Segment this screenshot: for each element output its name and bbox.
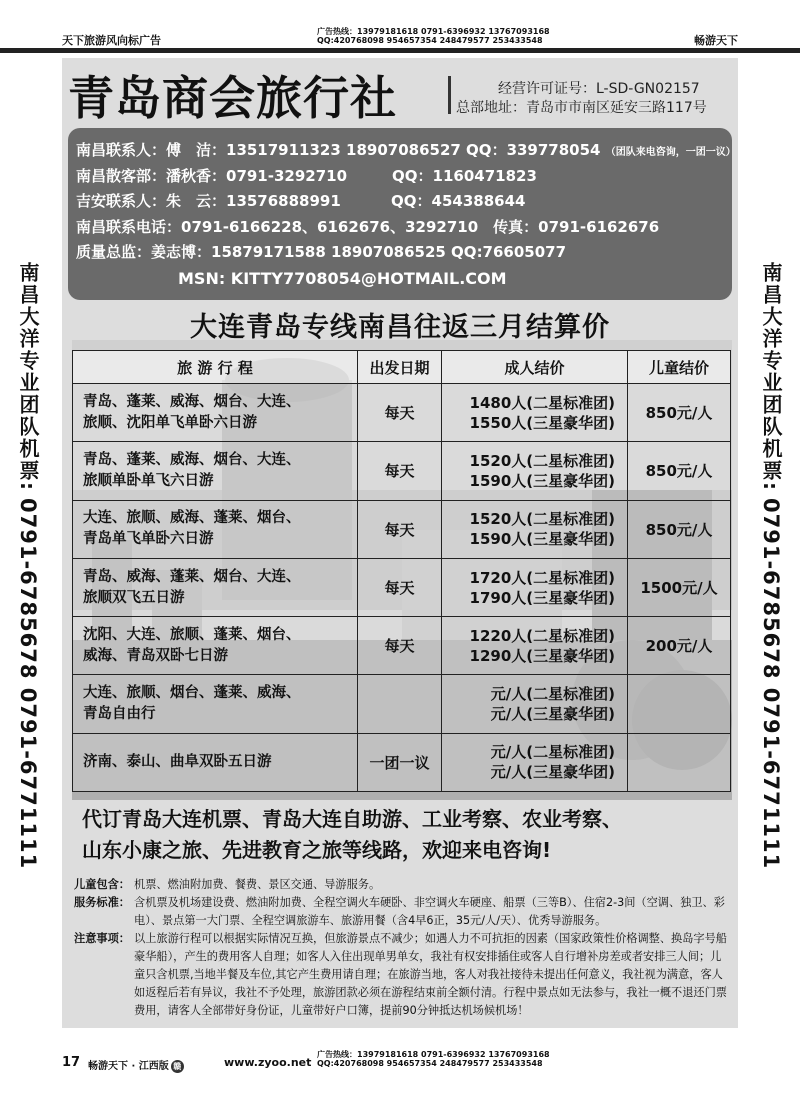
table-row xyxy=(73,500,731,558)
route-cell xyxy=(73,733,358,791)
header-right-label: 畅游天下 xyxy=(694,34,738,47)
table-row xyxy=(73,617,731,675)
adult-price-line: 1550人(三星豪华团) xyxy=(469,413,615,432)
column-header-adult-price: 成人结价 xyxy=(442,351,628,384)
child-price-cell xyxy=(628,675,731,733)
departure-cell: 每天 xyxy=(358,442,442,500)
agency-name: 青岛商会旅行社 xyxy=(68,71,397,125)
adult-price-line: 元/人(三星豪华团) xyxy=(490,763,615,782)
page-footer xyxy=(62,1050,738,1074)
terms-notes xyxy=(74,876,732,1020)
footer-hotline-phones: 广告热线：13979181618 0791-6396932 13767093168 xyxy=(317,1050,550,1059)
note-value: 含机票及机场建设费、燃油附加费、全程空调火车硬卧、非空调火车硬座、船票（三等B）、住宿2-3间（空调、独卫、彩电）、景点第一大门票、全程空调旅游车、旅游用餐（含4早6正，35元/人/天）、优秀导游服务。 xyxy=(134,896,725,927)
contact-text: 南昌散客部：潘秋香：0791-3292710 QQ：1160471823 xyxy=(76,166,537,185)
table-row xyxy=(73,558,731,616)
side-banner-text: 南昌大洋专业团队机票: xyxy=(16,262,40,492)
promo-line: 山东小康之旅、先进教育之旅等线路，欢迎来电咨询! xyxy=(82,838,552,862)
route-cell xyxy=(73,500,358,558)
note-key: 儿童包含： xyxy=(74,878,130,891)
route-cell xyxy=(73,442,358,500)
departure-cell: 每天 xyxy=(358,558,442,616)
license-number: 经营许可证号：L-SD-GN02157 xyxy=(498,81,700,97)
route-line: 旅顺双飞五日游 xyxy=(83,589,185,606)
contact-row xyxy=(76,138,736,164)
contact-box xyxy=(68,128,736,300)
side-banner-phones: 0791-6785678 0791-6771111 xyxy=(759,498,783,870)
adult-price-line: 1520人(二星标准团) xyxy=(469,451,615,470)
child-price-cell: 850元/人 xyxy=(628,442,731,500)
adult-price-cell xyxy=(442,733,628,791)
route-line: 青岛自由行 xyxy=(83,706,156,723)
column-header-date: 出发日期 xyxy=(358,351,442,384)
brand-divider xyxy=(448,76,451,114)
hq-address: 总部地址：青岛市市南区延安三路117号 xyxy=(456,100,707,116)
adult-price-line: 1720人(二星标准团) xyxy=(469,568,615,587)
adult-price-cell xyxy=(442,500,628,558)
table-row xyxy=(73,675,731,733)
side-banner-phones: 0791-6785678 0791-6771111 xyxy=(16,498,40,870)
note-item xyxy=(74,930,732,1020)
note-value: 机票、燃油附加费、餐费、景区交通、导游服务。 xyxy=(134,878,381,891)
adult-price-line: 1590人(三星豪华团) xyxy=(469,471,615,490)
contact-row xyxy=(76,240,732,266)
table-row xyxy=(73,733,731,791)
adult-price-line: 1290人(三星豪华团) xyxy=(469,646,615,665)
side-banner-right xyxy=(753,262,789,869)
adult-price-cell xyxy=(442,617,628,675)
region-badge-icon: 赣 xyxy=(171,1060,184,1073)
route-line: 旅顺、沈阳单飞单卧六日游 xyxy=(83,414,257,431)
adult-price-line: 1520人(二星标准团) xyxy=(469,510,615,529)
header-hotline-qq: QQ:420768098 954657354 248479577 253433548 xyxy=(317,36,543,45)
note-item xyxy=(74,876,732,894)
magazine-name xyxy=(88,1057,184,1073)
contact-row xyxy=(76,189,732,215)
header-hotline-phones: 广告热线：13979181618 0791-6396932 13767093168 xyxy=(317,27,550,36)
departure-cell xyxy=(358,675,442,733)
contact-note: （团队来电咨询，一团一议） xyxy=(605,147,736,158)
adult-price-line: 元/人(三星豪华团) xyxy=(490,705,615,724)
contact-text: 吉安联系人：朱 云：13576888991 QQ：454388644 xyxy=(76,192,526,210)
promo-text xyxy=(82,804,732,866)
column-header-child-price: 儿童结价 xyxy=(628,351,731,384)
adult-price-line: 1590人(三星豪华团) xyxy=(469,530,615,549)
route-line: 济南、泰山、曲阜双卧五日游 xyxy=(83,753,272,770)
adult-price-cell xyxy=(442,558,628,616)
route-line: 威海、青岛双卧七日游 xyxy=(83,647,228,664)
contact-text: 南昌联系电话：0791-6166228、6162676、3292710 传真：0791-6162676 xyxy=(76,217,660,236)
magazine-label: 畅游天下 · 江西版 xyxy=(88,1061,169,1072)
side-banner-left xyxy=(10,262,46,869)
adult-price-cell xyxy=(442,675,628,733)
route-cell xyxy=(73,558,358,616)
itinerary-price-table xyxy=(72,350,731,792)
route-cell xyxy=(73,384,358,442)
route-line: 沈阳、大连、旅顺、蓬莱、烟台、 xyxy=(83,626,301,643)
adult-price-line: 1790人(三星豪华团) xyxy=(469,588,615,607)
child-price-cell: 1500元/人 xyxy=(628,558,731,616)
top-header xyxy=(62,27,738,48)
child-price-cell xyxy=(628,733,731,791)
note-value: 以上旅游行程可以根据实际情况互换，但旅游景点不减少；如遇人力不可抗拒的因素（国家政策性价格调整、换岛字号船豪华船），产生的费用客人自理；如客人入住出现单男单女，我社有权安排插住或客人自行增补房差或者安排三人间；儿童只含机票,当地半餐及车位,其它产生费用请自理；在旅游当地，客人对我社接待未提出任何意义，我社视为满意，客人如返程后若有异议，我社不予处理，旅游团款必须在游程结束前全额付清。行程中景点如无法参与，我社一概不退还门票费用，请客人全部带好身份证，儿童带好户口簿，提前90分钟抵达机场候机场！ xyxy=(134,932,727,1017)
route-line: 青岛、蓬莱、威海、烟台、大连、 xyxy=(83,393,301,410)
header-left-label: 天下旅游风向标广告 xyxy=(62,34,161,47)
table-row xyxy=(73,442,731,500)
departure-cell: 每天 xyxy=(358,384,442,442)
departure-cell: 每天 xyxy=(358,500,442,558)
contact-row xyxy=(76,215,732,241)
footer-hotline-qq: QQ:420768098 954657354 248479577 253433548 xyxy=(317,1059,543,1068)
contact-row xyxy=(76,164,732,190)
table-header-row xyxy=(73,351,731,384)
route-line: 青岛、蓬莱、威海、烟台、大连、 xyxy=(83,451,301,468)
route-line: 大连、旅顺、威海、蓬莱、烟台、 xyxy=(83,510,301,527)
footer-hotline xyxy=(317,1050,550,1068)
promo-line: 代订青岛大连机票、青岛大连自助游、工业考察、农业考察、 xyxy=(82,807,622,831)
website-url: www.zyoo.net xyxy=(224,1056,312,1069)
child-price-cell: 200元/人 xyxy=(628,617,731,675)
side-banner-text: 南昌大洋专业团队机票: xyxy=(759,262,783,492)
route-line: 旅顺单卧单飞六日游 xyxy=(83,472,214,489)
adult-price-line: 1480人(二星标准团) xyxy=(469,393,615,412)
child-price-cell: 850元/人 xyxy=(628,500,731,558)
note-key: 注意事项： xyxy=(74,932,130,945)
route-line: 青岛单飞单卧六日游 xyxy=(83,531,214,548)
adult-price-line: 元/人(二星标准团) xyxy=(490,743,615,762)
route-line: 青岛、威海、蓬莱、烟台、大连、 xyxy=(83,568,301,585)
adult-price-cell xyxy=(442,384,628,442)
header-hotline xyxy=(317,27,550,45)
note-item xyxy=(74,894,732,930)
route-cell xyxy=(73,617,358,675)
msn-contact: MSN: KITTY7708054@HOTMAIL.COM xyxy=(178,268,507,288)
departure-cell: 每天 xyxy=(358,617,442,675)
departure-cell: 一团一议 xyxy=(358,733,442,791)
adult-price-line: 元/人(二星标准团) xyxy=(490,685,615,704)
contact-text: 质量总监：姜志博：15879171588 18907086525 QQ:76605077 xyxy=(76,243,567,261)
adult-price-cell xyxy=(442,442,628,500)
child-price-cell: 850元/人 xyxy=(628,384,731,442)
contact-text: 南昌联系人：傅 洁：13517911323 18907086527 QQ：339778054 xyxy=(76,141,601,159)
route-cell xyxy=(73,675,358,733)
route-line: 大连、旅顺、烟台、蓬莱、威海、 xyxy=(83,685,301,702)
adult-price-line: 1220人(二星标准团) xyxy=(469,626,615,645)
note-key: 服务标准： xyxy=(74,896,130,909)
price-table-title: 大连青岛专线南昌往返三月结算价 xyxy=(190,312,610,343)
column-header-route: 旅 游 行 程 xyxy=(73,351,358,384)
header-divider xyxy=(0,48,800,53)
page-number: 17 xyxy=(62,1055,81,1070)
table-row xyxy=(73,384,731,442)
